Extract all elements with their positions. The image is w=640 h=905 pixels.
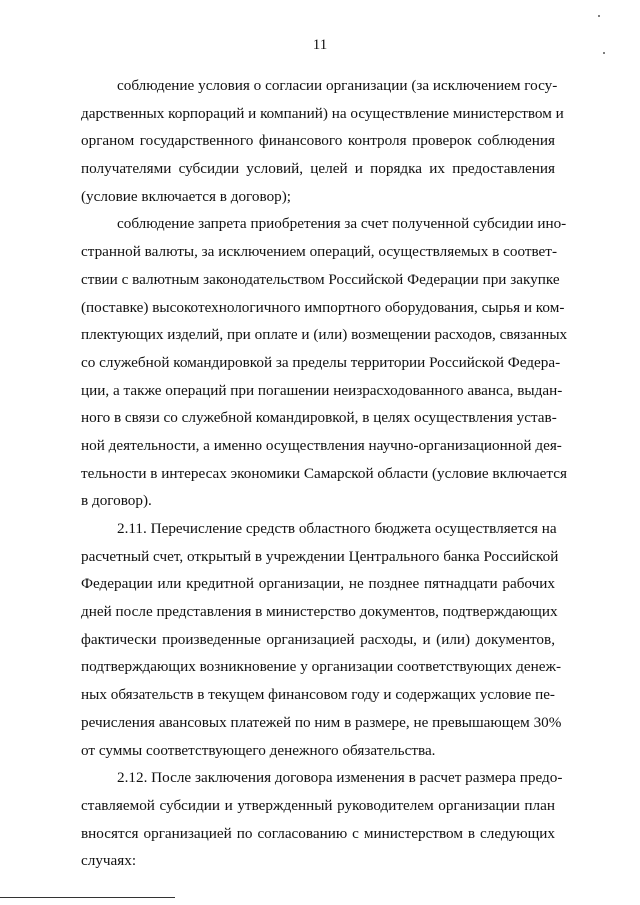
paragraph-consent-condition: [81, 72, 564, 210]
text-line: соблюдение запрета приобретения за счет полученной субсидии ино-: [117, 215, 567, 233]
text-line: в договор).: [81, 492, 152, 510]
text-line: органом государственного финансового контроля проверок соблюдения: [81, 132, 555, 150]
text-line: ного в связи со служебной командировкой, в целях осуществления устав-: [81, 409, 557, 427]
text-line: ставляемой субсидии и утвержденный руководителем организации план: [81, 796, 555, 814]
text-line: странной валюты, за исключением операций, осуществляемых в соответ-: [81, 243, 557, 261]
text-line: от суммы соответствующего денежного обязательства.: [81, 741, 436, 759]
page-number: 11: [312, 37, 328, 53]
text-line: 2.11. Перечисление средств областного бюджета осуществляется на: [117, 520, 557, 537]
paragraph-2-12: [81, 764, 563, 875]
text-line: дарственных корпораций и компаний) на осуществление министерством и: [81, 104, 564, 122]
text-line: расчетный счет, открытый в учреждении Центрального банка Российской: [81, 547, 559, 565]
text-line: Федерации или кредитной организации, не позднее пятнадцати рабочих: [81, 575, 555, 593]
scan-artifact-dot: [598, 15, 600, 17]
text-line: фактически произведенные организацией расходы, и (или) документов,: [81, 630, 555, 648]
paragraph-currency-ban: [81, 210, 568, 515]
text-line: дней после представления в министерство документов, подтверждающих: [81, 603, 558, 621]
document-body: [81, 72, 568, 875]
text-line: тельности в интересах экономики Самарской области (условие включается: [81, 464, 567, 482]
text-line: речисления авансовых платежей по ним в размере, не превышающем 30%: [81, 713, 562, 731]
text-line: плектующих изделий, при оплате и (или) возмещении расходов, связанных: [81, 326, 568, 344]
text-line: (поставке) высокотехнологичного импортного оборудования, сырья и ком-: [81, 298, 565, 316]
text-line: случаях:: [81, 852, 137, 870]
scan-artifact-line: [0, 897, 175, 898]
text-line: ствии с валютным законодательством Российской Федерации при закупке: [81, 270, 560, 288]
text-line: 2.12. После заключения договора изменения в расчет размера предо-: [117, 769, 563, 787]
text-line: (условие включается в договор);: [81, 187, 292, 205]
paragraph-2-11: [81, 515, 562, 764]
text-line: со служебной командировкой за пределы территории Российской Федера-: [81, 353, 561, 371]
text-line: вносятся организацией по согласованию с министерством в следующих: [81, 824, 555, 842]
text-line: подтверждающих возникновение у организации соответствующих денеж-: [81, 658, 562, 676]
text-line: ной деятельности, а именно осуществления научно-организационной дея-: [81, 436, 562, 454]
text-line: ции, а также операций при погашении неизрасходованного аванса, выдан-: [81, 381, 563, 399]
text-line: соблюдение условия о согласии организации (за исключением госу-: [117, 77, 558, 94]
text-line: ных обязательств в текущем финансовом году и содержащих условие пе-: [81, 686, 555, 704]
text-line: получателями субсидии условий, целей и порядка их предоставления: [81, 160, 555, 178]
scan-artifact-dot: [603, 52, 605, 54]
